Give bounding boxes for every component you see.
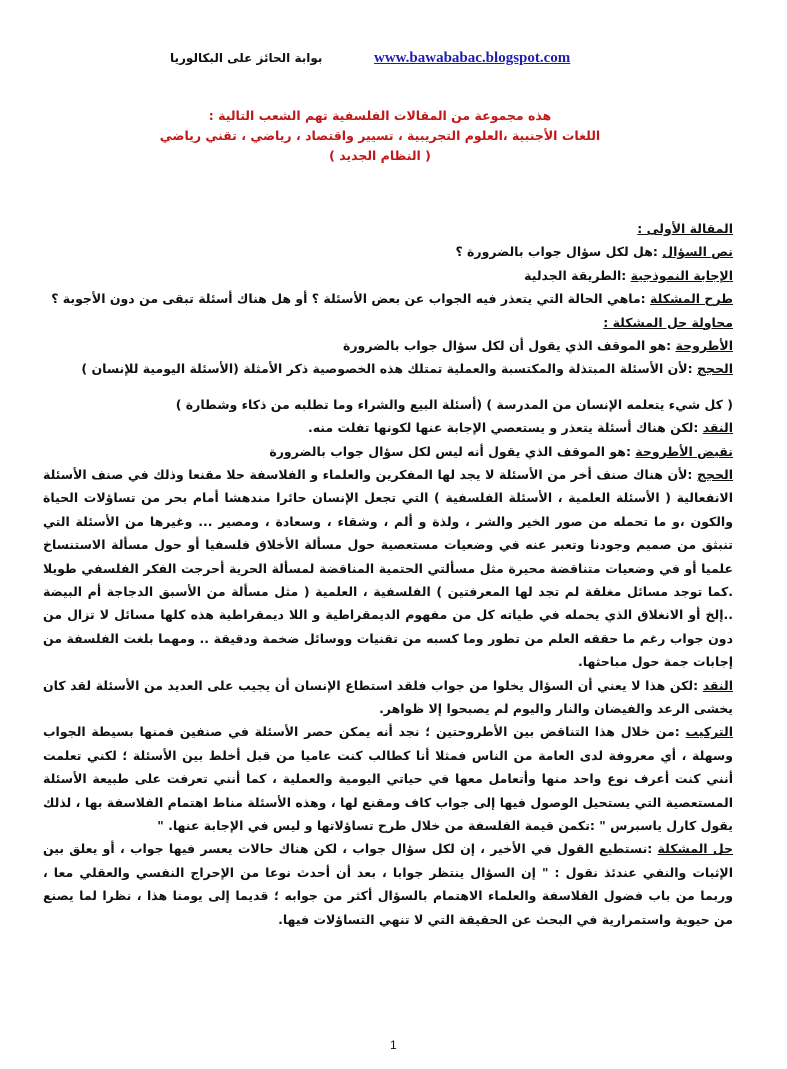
synthesis-paragraph [43, 720, 733, 837]
problem-label: طرح المشكلة [650, 291, 733, 307]
method-text: :الطريقة الجدلية [524, 267, 631, 283]
thesis-label: الأطروحة [675, 337, 733, 353]
antithesis-line [43, 440, 733, 463]
problem-line [43, 287, 733, 310]
arg1-line [43, 357, 733, 380]
intro-line-1: هذه مجموعة من المقالات الفلسفية تهم الشعب التالية : [208, 108, 552, 123]
intro-block [140, 106, 620, 166]
synthesis-text: :من خلال هذا التناقض بين الأطروحتين ؛ نجد أنه يمكن حصر الأسئلة في صنفين فمنها بسيطة الجواب وسهلة ، أي معروفة لدى العامة من الناس فمثلا أنا كطالب كنت عاميا من قبل أخلط بين الأسئلة ؛ لكني تعلمت أنني كنت أعرف نوع واحد منها وأتعامل معها في حياتي اليومية والعملية ، كما أنني تعرفت على طبيعة الأسئلة المستعصية التي يستحيل الوصول فيها إلى جواب كاف ومقنع لها ، وهذه الأسئلة مناط اهتمام الفلاسفة بها ، لذلك يقول كارل ياسبرس " :تكمن قيمة الفلسفة من خلال طرح تساؤلاتها و ليس في الإجابة عنها. " [43, 724, 733, 833]
arg1-continuation: ( كل شيء يتعلمه الإنسان من المدرسة ) (أسئلة البيع والشراء وما تطلبه من ذكاء وشطارة ) [175, 396, 733, 412]
intro-line-2: اللغات الأجنبية ،العلوم التجريبية ، تسيير واقتصاد ، رياضي ، تقني رياضي [159, 128, 601, 143]
thesis-line [43, 334, 733, 357]
thesis-text: :هو الموقف الذي يقول أن لكل سؤال جواب بالضرورة [342, 337, 676, 353]
method-label: الإجابة النموذجية [630, 267, 733, 283]
arg1-text: :لأن الأسئلة المبتذلة والمكتسبة والعملية تمتلك هذه الخصوصية ذكر الأمثلة (الأسئلة اليومية للإنسان ) [81, 361, 697, 377]
method-line [43, 264, 733, 287]
solution-paragraph [43, 837, 733, 931]
critique2-text: :لكن هذا لا يعني أن السؤال يخلوا من جواب فلقد استطاع الإنسان أن يجيب على العديد من الأسئلة لقد كان يخشى الرعد والفيضان والنار واليوم لم يصبحوا إلا ظواهر. [43, 677, 733, 716]
antithesis-text: :هو الموقف الذي يقول أنه ليس لكل سؤال جواب بالضرورة [269, 443, 636, 459]
article-body [43, 217, 733, 931]
arg1-label: الحجج [696, 361, 733, 377]
critique1-text: :لكن هناك أسئلة يتعذر و يستعصي الإجابة عنها لكونها تفلت منه. [307, 420, 703, 436]
question-label: نص السؤال [662, 244, 733, 260]
page-header [170, 50, 630, 70]
antithesis-label: نقيض الأطروحة [635, 443, 733, 459]
site-url-link[interactable]: www.bawababac.blogspot.com [374, 50, 571, 66]
arg2-text: :لأن هناك صنف أخر من الأسئلة لا يجد لها المفكرين والعلماء و الفلاسفة حلا مقنعا وذلك في صنف الأسئلة الانفعالية ( الأسئلة العلمية ، الأسئلة الفلسفية ) التي تجعل الإنسان حائرا مندهشا أمام بحر من تساؤلات الحياة والكون ،و ما تحمله من صور الخير والشر ، ولذة و ألم ، وشقاء ، وسعادة ، ومصير ... وغيرها من الأسئلة التي تنبثق من صميم وجودنا وتعبر عنه في وضعيات مستعصية حول مسألة الأخلاق فلسفيا أو حول مسألة الاستنساخ علميا أو في وضعيات متناقضة محيرة مثل مسألتي الحتمية المناقضة لمسألة الحرية أحرجت الفكر الفلسفي طويلا .كما توجد مسائل مغلقة لم تجد لها المعرفتين ) الفلسفية ، العلمية ( مثل مسألة من الأسبق الدجاجة أم البيضة ..إلخ أو الانغلاق الذي يحمله في طياته كل من مفهوم الديمقراطية و اللا ديمقراطية هذه كلها مسائل لا تزال من دون جواب رغم ما حققه العلم من تطور وما كسبه من تقنيات ووسائل ضخمة ودقيقة .. ومهما بلغت الفلسفة من إجابات جمة حول مباحثها. [43, 466, 733, 670]
solution-label: حل المشكلة [657, 841, 733, 857]
critique1-line [43, 416, 733, 439]
page-number: 1 [390, 1038, 397, 1052]
synthesis-label: التركيب [685, 724, 733, 740]
critique2-paragraph [43, 674, 733, 721]
attempt-label: محاولة حل المشكلة : [603, 314, 733, 330]
critique1-label: النقد [702, 420, 733, 436]
intro-line-3: ( النظام الجديد ) [329, 148, 431, 163]
article-heading [43, 217, 733, 240]
solution-text: :نستطيع القول في الأخير ، إن لكل سؤال جواب ، لكن هناك حالات يعسر فيها جواب ، أو يعلق بين الإثبات والنفي عندئذ نقول : " إن السؤال ينتظر جوابا ، بعد أن أحدث نوعا من الإحراج النفسي والعقلي معا ، وربما من باب فضول الفلاسفة والعلماء الاهتمام بالسؤال أكثر من جوابه ؛ قديما إلى يومنا هذا ، نظرا لما يصنع من حيوية واستمرارية في البحث عن الحقيقة التي لا تنهي التساؤلات فيها. [43, 841, 733, 927]
critique2-label: النقد [702, 677, 733, 693]
spacer [43, 381, 733, 393]
article-heading-text: المقالة الأولى : [637, 221, 733, 236]
site-name: بوابة الحائز على البكالوريا [170, 51, 323, 65]
question-line [43, 240, 733, 263]
attempt-line [43, 311, 733, 334]
problem-text: :ماهي الحالة التي يتعذر فيه الجواب عن بعض الأسئلة ؟ أو هل هناك أسئلة تبقى من دون الأجوبة ؟ [51, 291, 651, 307]
arg2-label: الحجج [696, 466, 733, 482]
question-text: :هل لكل سؤال جواب بالضرورة ؟ [455, 244, 663, 260]
arg2-paragraph [43, 463, 733, 674]
